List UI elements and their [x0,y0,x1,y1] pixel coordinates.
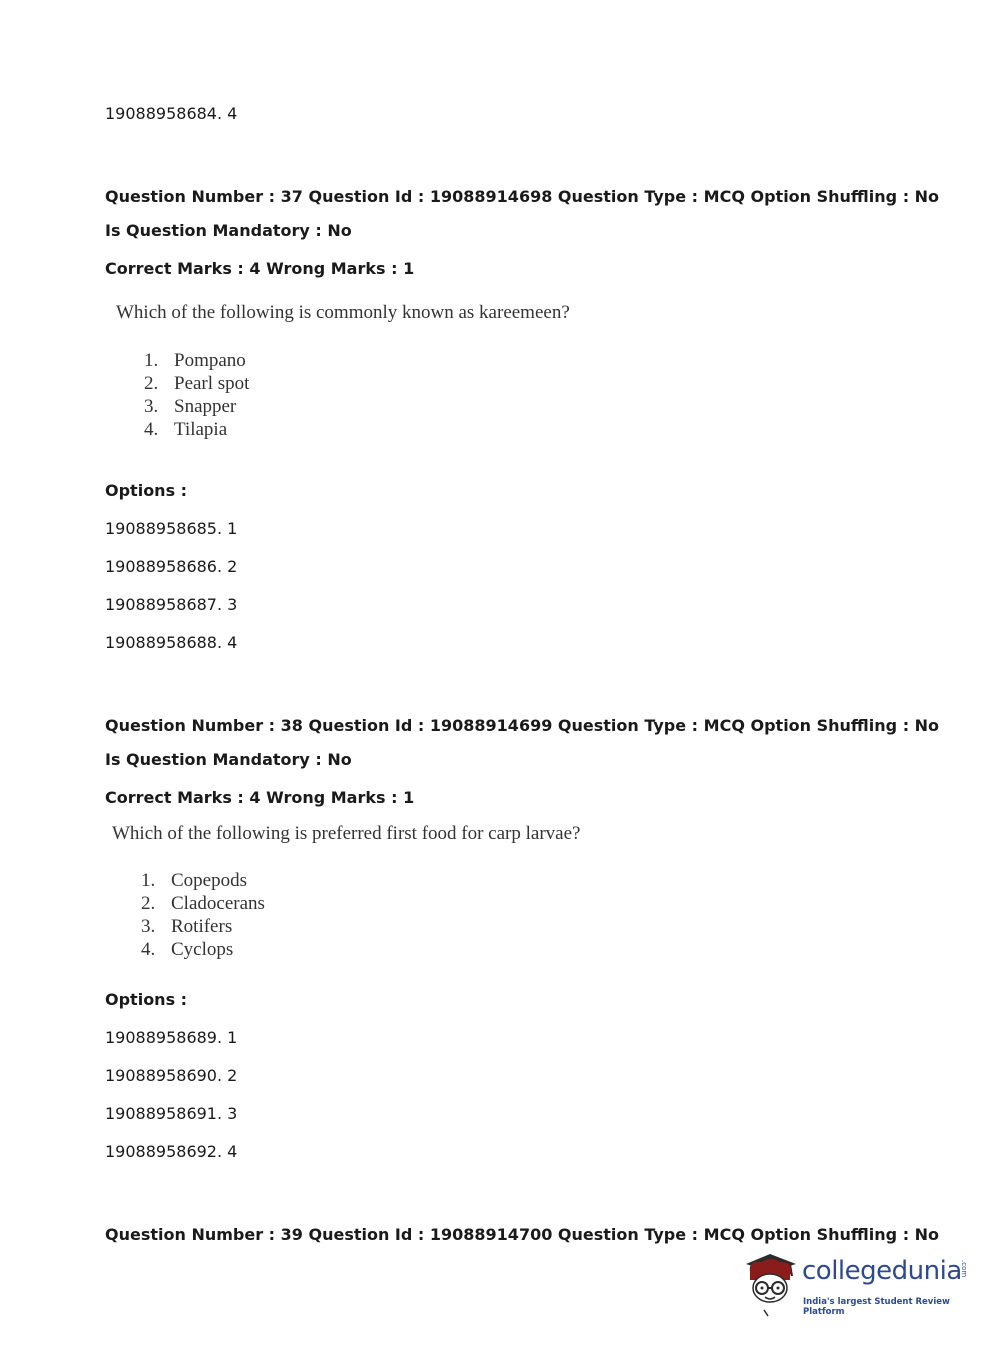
choice-item: 2. Cladocerans [141,893,265,914]
logo-tagline: India's largest Student Review Platform [803,1297,950,1317]
option-line: 19088958688. 4 [105,633,238,652]
marks-line: Correct Marks : 4 Wrong Marks : 1 [105,259,415,278]
question-text: Which of the following is commonly known as kareemeen? [116,302,570,323]
mandatory-line: Is Question Mandatory : No [105,750,352,769]
question-header: Question Number : 38 Question Id : 19088914699 Question Type : MCQ Option Shuffling : No [105,716,940,735]
choice-item: 1. Pompano [144,350,246,371]
mandatory-line: Is Question Mandatory : No [105,221,352,240]
choice-item: 2. Pearl spot [144,373,250,394]
option-line: 19088958690. 2 [105,1066,238,1085]
options-label: Options : [105,481,188,500]
choice-list [141,869,265,961]
option-line: 19088958687. 3 [105,595,238,614]
logo-suffix: .com [960,1260,968,1278]
choice-item: 4. Cyclops [141,939,234,960]
question-header: Question Number : 39 Question Id : 19088914700 Question Type : MCQ Option Shuffling : No [105,1225,940,1244]
options-label: Options : [105,990,188,1009]
question-header: Question Number : 37 Question Id : 19088914698 Question Type : MCQ Option Shuffling : No [105,187,940,206]
question-text: Which of the following is preferred first food for carp larvae? [112,823,581,844]
choice-list [144,349,249,441]
option-line: 19088958686. 2 [105,557,238,576]
marks-line: Correct Marks : 4 Wrong Marks : 1 [105,788,415,807]
logo-wordmark: collegedunia [802,1256,962,1286]
choice-item: 3. Rotifers [141,916,233,937]
option-line: 19088958689. 1 [105,1028,238,1047]
collegedunia-logo [740,1250,975,1320]
mascot-icon [740,1250,802,1320]
option-line: 19088958685. 1 [105,519,238,538]
choice-item: 4. Tilapia [144,419,228,440]
option-line: 19088958684. 4 [105,104,238,123]
choice-item: 3. Snapper [144,396,237,417]
choice-item: 1. Copepods [141,870,247,891]
option-line: 19088958691. 3 [105,1104,238,1123]
option-line: 19088958692. 4 [105,1142,238,1161]
